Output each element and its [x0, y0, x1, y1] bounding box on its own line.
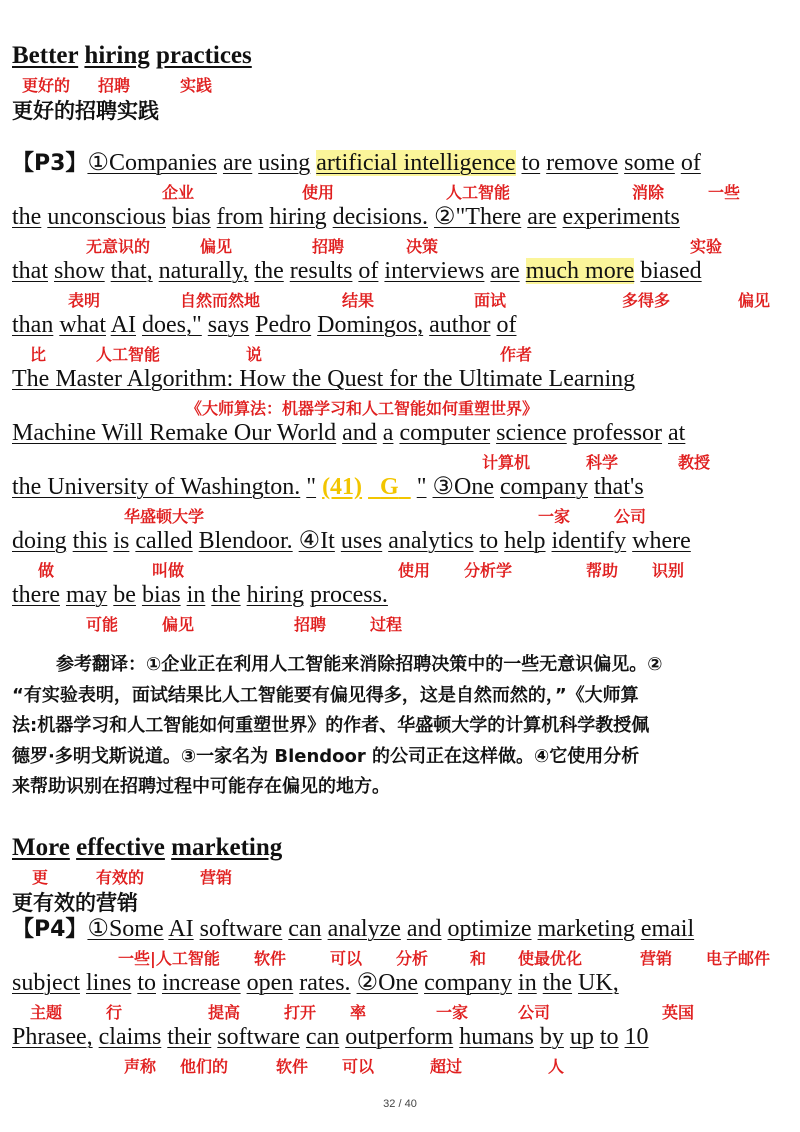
word: to: [599, 1024, 619, 1050]
word: does,": [142, 312, 202, 338]
word: AI: [110, 312, 136, 338]
word: that: [12, 258, 48, 284]
gloss: 作者: [500, 345, 533, 364]
word: analyze: [327, 916, 401, 942]
text-line: [12, 418, 685, 448]
word: hiring: [246, 582, 304, 608]
translation-line: 参考翻译：①企业正在利用人工智能来消除招聘决策中的一些无意识偏见。②: [56, 654, 663, 675]
word: up: [569, 1024, 594, 1050]
page-number: 32 / 40: [383, 1098, 417, 1110]
gloss: 识别: [652, 561, 685, 580]
paragraph-tag: 【P3】: [12, 151, 88, 176]
word: software: [199, 916, 283, 942]
word: ③One: [432, 474, 495, 500]
gloss: 人工智能: [96, 345, 161, 364]
gloss: 实践: [180, 76, 213, 95]
gloss: 一些|人工智能: [118, 949, 220, 968]
word: doing: [12, 528, 67, 554]
word: identify: [551, 528, 627, 554]
word: to: [479, 528, 499, 554]
word: the University of Washington.: [12, 474, 301, 500]
word: remove: [546, 150, 619, 176]
word: there: [12, 582, 60, 608]
word: science: [496, 420, 567, 446]
gloss: 更好的: [22, 76, 71, 95]
word: called: [135, 528, 193, 554]
word: software: [217, 1024, 300, 1050]
word: uses: [340, 528, 383, 554]
gloss: 教授: [678, 453, 711, 472]
gloss: 招聘: [312, 237, 345, 256]
gloss: 他们的: [180, 1057, 229, 1076]
word: decisions.: [332, 204, 428, 230]
gloss: 可以: [342, 1057, 375, 1076]
text-line: [12, 202, 680, 232]
gloss: 更: [32, 868, 49, 887]
word: claims: [98, 1024, 162, 1050]
text-line: [12, 526, 691, 556]
word: says: [207, 312, 250, 338]
gloss: 比: [30, 345, 47, 364]
gloss: 分析: [396, 949, 429, 968]
word: are: [222, 150, 253, 176]
word: naturally,: [158, 258, 249, 284]
word: open: [246, 970, 294, 996]
word: this: [72, 528, 108, 554]
word: Pedro: [255, 312, 312, 338]
gloss: 营销: [640, 949, 673, 968]
word: ②One: [356, 970, 419, 996]
heading-word: More: [12, 834, 70, 861]
text-line: [12, 472, 644, 502]
gloss: 无意识的: [86, 237, 151, 256]
gloss: 结果: [342, 291, 375, 310]
answer-letter: G: [380, 474, 399, 500]
word: marketing: [537, 916, 635, 942]
word: outperform: [345, 1024, 454, 1050]
gloss: 说: [246, 345, 263, 364]
translation-line: 德罗·多明戈斯说道。③一家名为 Blendoor 的公司正在这样做。④它使用分析: [12, 745, 640, 767]
heading-word: practices: [155, 42, 252, 69]
text-line: [12, 364, 635, 394]
gloss: 消除: [632, 183, 665, 202]
gloss: 招聘: [294, 615, 327, 634]
word: is: [113, 528, 130, 554]
heading-word: Better: [12, 42, 79, 69]
word: the: [12, 204, 42, 230]
gloss: 华盛顿大学: [124, 507, 205, 526]
word: by: [539, 1024, 564, 1050]
word: help: [504, 528, 546, 554]
section-heading-english: [12, 42, 252, 70]
gloss: 自然而然地: [180, 291, 261, 310]
quote-mark: ": [416, 474, 427, 500]
word: process.: [309, 582, 388, 608]
gloss: 和: [470, 949, 487, 968]
word: hiring: [269, 204, 327, 230]
gloss: 打开: [284, 1003, 317, 1022]
word: than: [12, 312, 54, 338]
gloss: 超过: [430, 1057, 463, 1076]
word: some: [624, 150, 675, 176]
gloss: 主题: [30, 1003, 63, 1022]
word: are: [527, 204, 557, 230]
word: and: [406, 916, 442, 942]
gloss: 使最优化: [518, 949, 583, 968]
gloss: 使用: [398, 561, 431, 580]
section-heading-chinese: 更好的招聘实践: [12, 99, 159, 123]
text-line: [12, 256, 702, 286]
word: company: [500, 474, 588, 500]
word: are: [490, 258, 520, 284]
word: Phrasee,: [12, 1024, 93, 1050]
gloss: 科学: [586, 453, 619, 472]
gloss: 有效的: [96, 868, 145, 887]
gloss: 面试: [474, 291, 507, 310]
word: Domingos,: [317, 312, 424, 338]
text-line: [12, 148, 701, 179]
word: in: [186, 582, 206, 608]
gloss: 偏见: [738, 291, 771, 310]
gloss: 决策: [406, 237, 439, 256]
gloss: 人: [548, 1057, 565, 1076]
word: subject: [12, 970, 80, 996]
gloss: 做: [38, 561, 55, 580]
word: the: [211, 582, 241, 608]
word: lines: [85, 970, 132, 996]
gloss: 招聘: [98, 76, 131, 95]
gloss: 分析学: [464, 561, 513, 580]
word: UK,: [578, 970, 619, 996]
translation-line: 法:机器学习和人工智能如何重塑世界》的作者、华盛顿大学的计算机科学教授佩: [12, 715, 650, 736]
section-heading-chinese: 更有效的营销: [12, 891, 138, 915]
gloss: 可能: [86, 615, 119, 634]
quote-mark: ": [306, 474, 317, 500]
gloss: 人工智能: [446, 183, 511, 202]
gloss: 营销: [200, 868, 233, 887]
word: ④It: [298, 528, 335, 554]
gloss: 实验: [690, 237, 723, 256]
answer-blank[interactable]: [368, 474, 411, 500]
gloss: 可以: [330, 949, 363, 968]
word: at: [668, 420, 686, 446]
word: results: [289, 258, 353, 284]
gloss: 一些: [708, 183, 741, 202]
word: that's: [594, 474, 644, 500]
gloss: 公司: [614, 507, 647, 526]
gloss: 帮助: [586, 561, 619, 580]
gloss: 英国: [662, 1003, 695, 1022]
word: that,: [110, 258, 153, 284]
word: interviews: [384, 258, 485, 284]
gloss: 软件: [254, 949, 287, 968]
word: unconscious: [47, 204, 166, 230]
word: in: [518, 970, 537, 996]
gloss: 电子邮件: [706, 949, 771, 968]
gloss: 一家: [436, 1003, 469, 1022]
word: bias: [171, 204, 211, 230]
word: and: [342, 420, 377, 446]
word: AI: [168, 916, 194, 942]
heading-word: hiring: [84, 42, 150, 69]
translation-line: “有实验表明，面试结果比人工智能要有偏见得多，这是自然而然的，”《大师算: [12, 684, 639, 706]
book-title: Machine Will Remake Our World: [12, 420, 337, 446]
word: 10: [624, 1024, 649, 1050]
section-heading-english: [12, 834, 282, 862]
word: ②"There: [433, 204, 522, 230]
question-number: (41): [322, 474, 363, 500]
word: using: [258, 150, 311, 176]
word: a: [382, 420, 394, 446]
word: experiments: [562, 204, 680, 230]
word: ①Some: [87, 916, 164, 942]
word: can: [305, 1024, 340, 1050]
word: analytics: [388, 528, 474, 554]
word: of: [680, 150, 701, 176]
book-title: The Master Algorithm: How the Quest for the Ultimate Learning: [12, 366, 636, 392]
word: their: [167, 1024, 212, 1050]
heading-word: marketing: [171, 834, 283, 861]
gloss: 一家: [538, 507, 571, 526]
gloss: 公司: [518, 1003, 551, 1022]
gloss: 率: [350, 1003, 367, 1022]
word: from: [216, 204, 264, 230]
word: biased: [640, 258, 702, 284]
word: rates.: [299, 970, 351, 996]
word: author: [429, 312, 491, 338]
word: the: [254, 258, 284, 284]
gloss: 表明: [68, 291, 101, 310]
gloss: 《大师算法：机器学习和人工智能如何重塑世界》: [186, 399, 539, 418]
text-line: [12, 310, 516, 340]
word: of: [496, 312, 517, 338]
word: email: [640, 916, 695, 942]
word: ①Companies: [87, 150, 217, 176]
word: to: [137, 970, 156, 996]
gloss: 企业: [162, 183, 195, 202]
gloss: 偏见: [162, 615, 195, 634]
gloss: 偏见: [200, 237, 233, 256]
word: professor: [572, 420, 663, 446]
translation-line: 来帮助识别在招聘过程中可能存在偏见的地方。: [12, 776, 390, 797]
gloss: 叫做: [152, 561, 185, 580]
word: Blendoor.: [198, 528, 293, 554]
text-line: [12, 914, 694, 945]
word: the: [542, 970, 573, 996]
word: of: [358, 258, 379, 284]
gloss: 软件: [276, 1057, 309, 1076]
gloss: 声称: [124, 1057, 157, 1076]
text-line: [12, 580, 388, 610]
word: what: [59, 312, 106, 338]
gloss: 计算机: [482, 453, 531, 472]
gloss: 过程: [370, 615, 403, 634]
word: computer: [399, 420, 491, 446]
word: humans: [459, 1024, 534, 1050]
paragraph-tag: 【P4】: [12, 917, 88, 942]
highlighted-phrase: much more: [525, 258, 635, 284]
gloss: 多得多: [622, 291, 671, 310]
reference-translation: [12, 650, 792, 803]
text-line: [12, 968, 619, 998]
word: optimize: [447, 916, 532, 942]
text-line: [12, 1022, 649, 1052]
word: increase: [161, 970, 241, 996]
word: company: [424, 970, 513, 996]
heading-word: effective: [76, 834, 165, 861]
word: be: [113, 582, 136, 608]
word: bias: [141, 582, 181, 608]
highlighted-phrase: artificial intelligence: [316, 150, 516, 176]
gloss: 行: [106, 1003, 123, 1022]
word: to: [521, 150, 541, 176]
gloss: 使用: [302, 183, 335, 202]
gloss: 提高: [208, 1003, 241, 1022]
word: where: [632, 528, 691, 554]
word: may: [65, 582, 108, 608]
word: show: [54, 258, 105, 284]
word: can: [288, 916, 322, 942]
